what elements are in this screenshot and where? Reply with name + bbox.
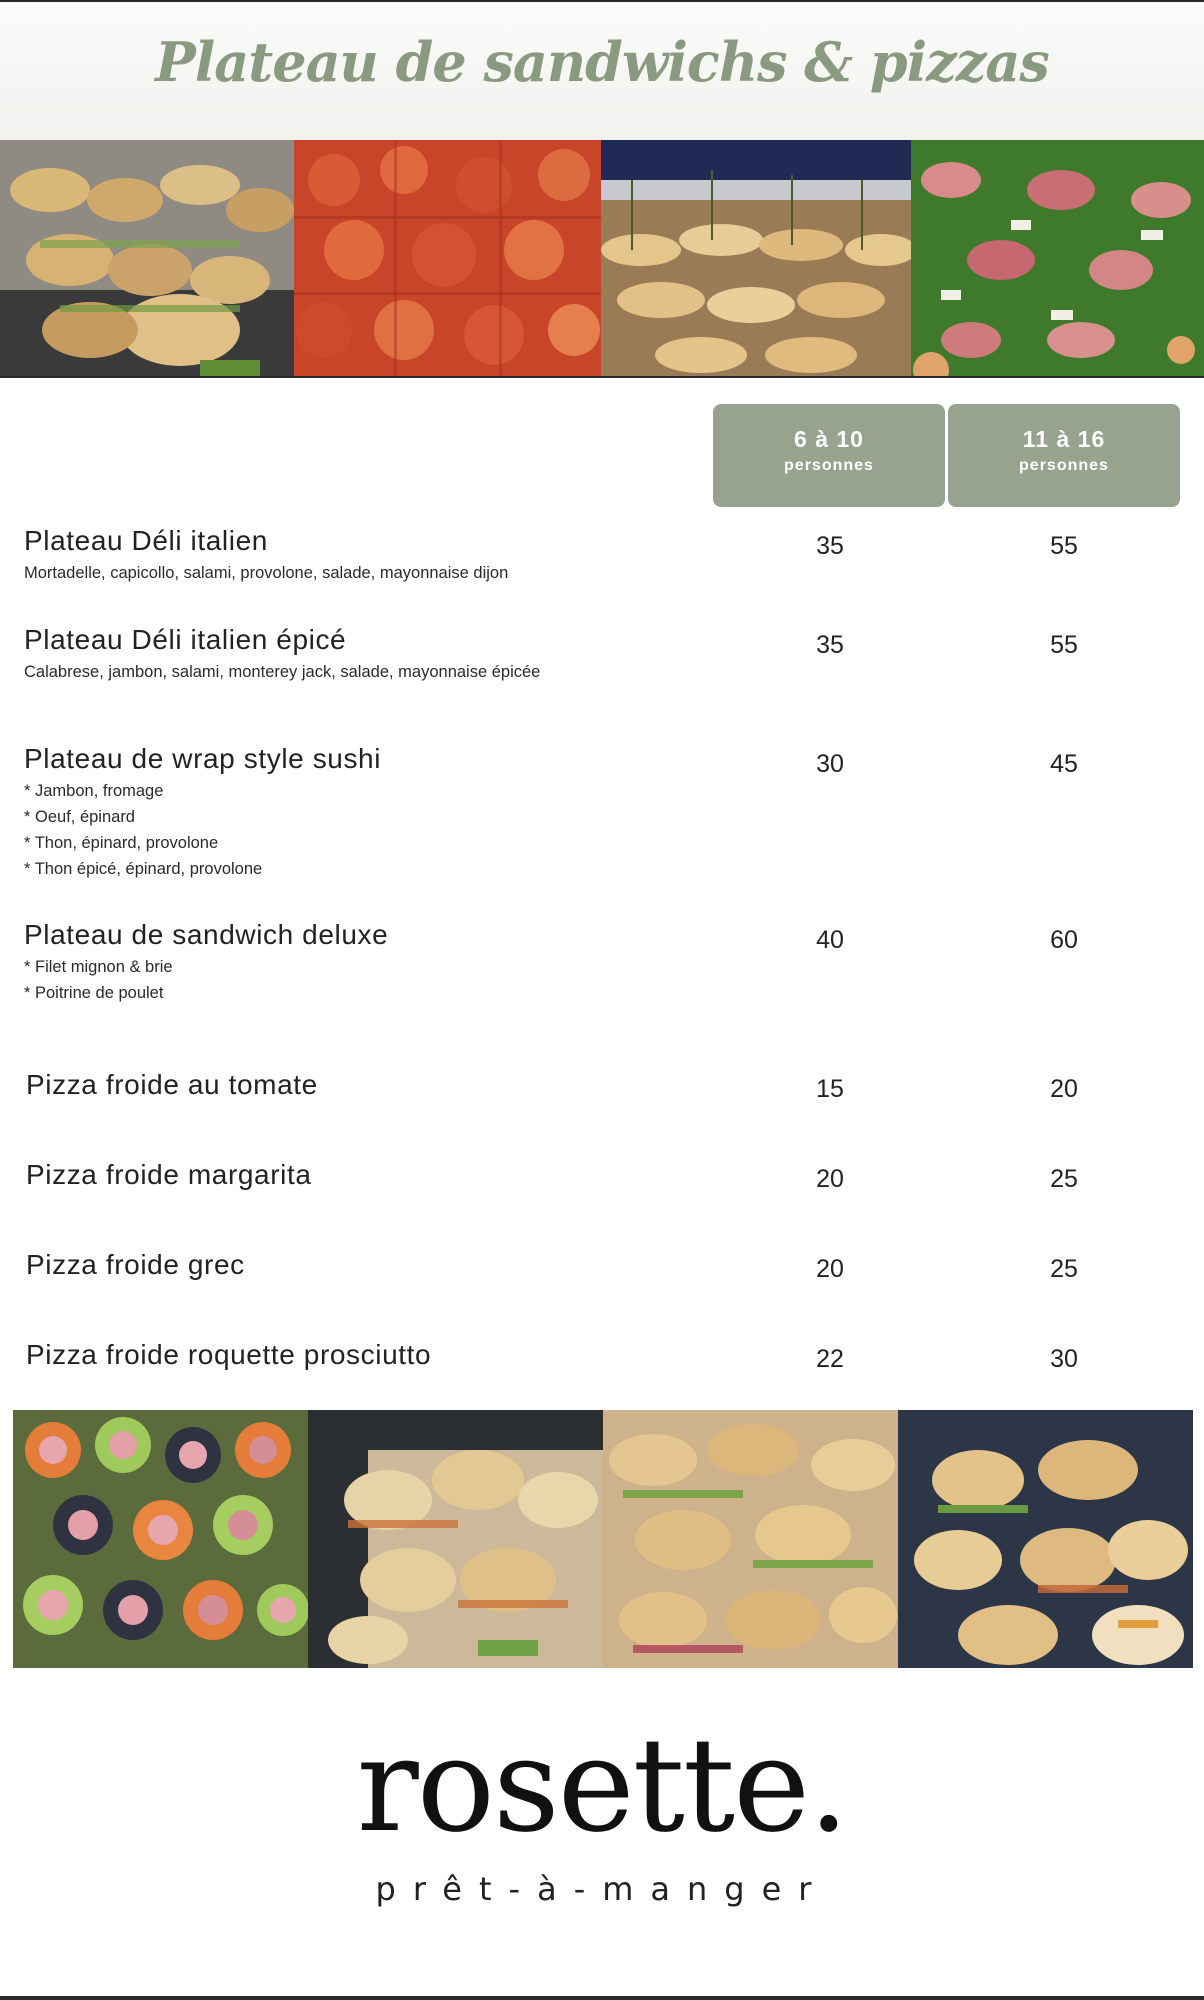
- tomato-pizza-photo: [294, 140, 601, 376]
- menu-item-price-small: 20: [816, 1255, 844, 1283]
- menu-item-price-small: 30: [816, 750, 844, 778]
- brand-logo: rosette.: [356, 1709, 848, 1861]
- menu-item-price-large: 25: [1050, 1165, 1078, 1193]
- column-header-unit: personnes: [1019, 457, 1109, 474]
- prosciutto-arugula-pizza-photo: [911, 140, 1204, 376]
- sandwich-platter-photo: [0, 140, 294, 376]
- menu-item-name: Plateau de wrap style sushi: [24, 743, 382, 774]
- skewered-sandwich-tray-photo: [601, 140, 911, 376]
- menu-item-name: Pizza froide grec: [26, 1249, 245, 1280]
- menu-item-description: Mortadelle, capicollo, salami, provolone, salade, mayonnaise dijon: [24, 564, 509, 582]
- bottom-photo-strip: [13, 1410, 1193, 1668]
- menu-item-price-large: 20: [1050, 1075, 1078, 1103]
- menu-item-description: Calabrese, jambon, salami, monterey jack, salade, mayonnaise épicée: [24, 663, 541, 681]
- column-header-count: 6 à 10: [794, 426, 864, 452]
- menu-item-name: Plateau de sandwich deluxe: [24, 919, 389, 950]
- column-header-unit: personnes: [784, 457, 874, 474]
- menu-item-price-small: 22: [816, 1345, 844, 1373]
- column-header-count: 11 à 16: [1022, 426, 1106, 452]
- bottom-border: [0, 1996, 1204, 2000]
- menu-item-price-small: 35: [816, 631, 844, 659]
- menu-item-name: Pizza froide roquette prosciutto: [26, 1339, 432, 1370]
- menu-item-price-large: 30: [1050, 1345, 1078, 1373]
- menu-item-name: Pizza froide margarita: [26, 1159, 312, 1190]
- menu-item-description: * Poitrine de poulet: [24, 984, 164, 1002]
- top-photo-strip: [0, 140, 1204, 376]
- sushi-wraps-photo: [13, 1410, 308, 1668]
- menu-item-description: * Thon épicé, épinard, provolone: [24, 860, 263, 878]
- menu-title: Plateau de sandwichs & pizzas: [155, 30, 1049, 94]
- column-header-small: [713, 404, 945, 507]
- menu-item-description: * Jambon, fromage: [24, 782, 164, 800]
- menu-item-price-large: 55: [1050, 532, 1078, 560]
- photo-strip-divider: [0, 376, 1204, 378]
- menu-item-name: Pizza froide au tomate: [26, 1069, 318, 1100]
- menu-item-price-large: 45: [1050, 750, 1078, 778]
- menu-item-price-large: 55: [1050, 631, 1078, 659]
- brand-tagline: prêt-à-manger: [375, 1870, 829, 1908]
- menu-item-price-small: 40: [816, 926, 844, 954]
- menu-item-description: * Oeuf, épinard: [24, 808, 135, 826]
- menu-item-price-large: 25: [1050, 1255, 1078, 1283]
- menu-header: [0, 2, 1204, 140]
- menu-item-price-large: 60: [1050, 926, 1078, 954]
- menu-item-name: Plateau Déli italien: [24, 525, 268, 556]
- chicken-sandwiches-photo: [308, 1410, 603, 1668]
- column-header-large: [948, 404, 1180, 507]
- menu-item-description: * Thon, épinard, provolone: [24, 834, 219, 852]
- menu-item-description: * Filet mignon & brie: [24, 958, 173, 976]
- menu-item-name: Plateau Déli italien épicé: [24, 624, 347, 655]
- deli-sandwiches-photo: [603, 1410, 898, 1668]
- menu-item-price-small: 15: [816, 1075, 844, 1103]
- baguette-sandwiches-photo: [898, 1410, 1193, 1668]
- menu-item-price-small: 35: [816, 532, 844, 560]
- menu-item-price-small: 20: [816, 1165, 844, 1193]
